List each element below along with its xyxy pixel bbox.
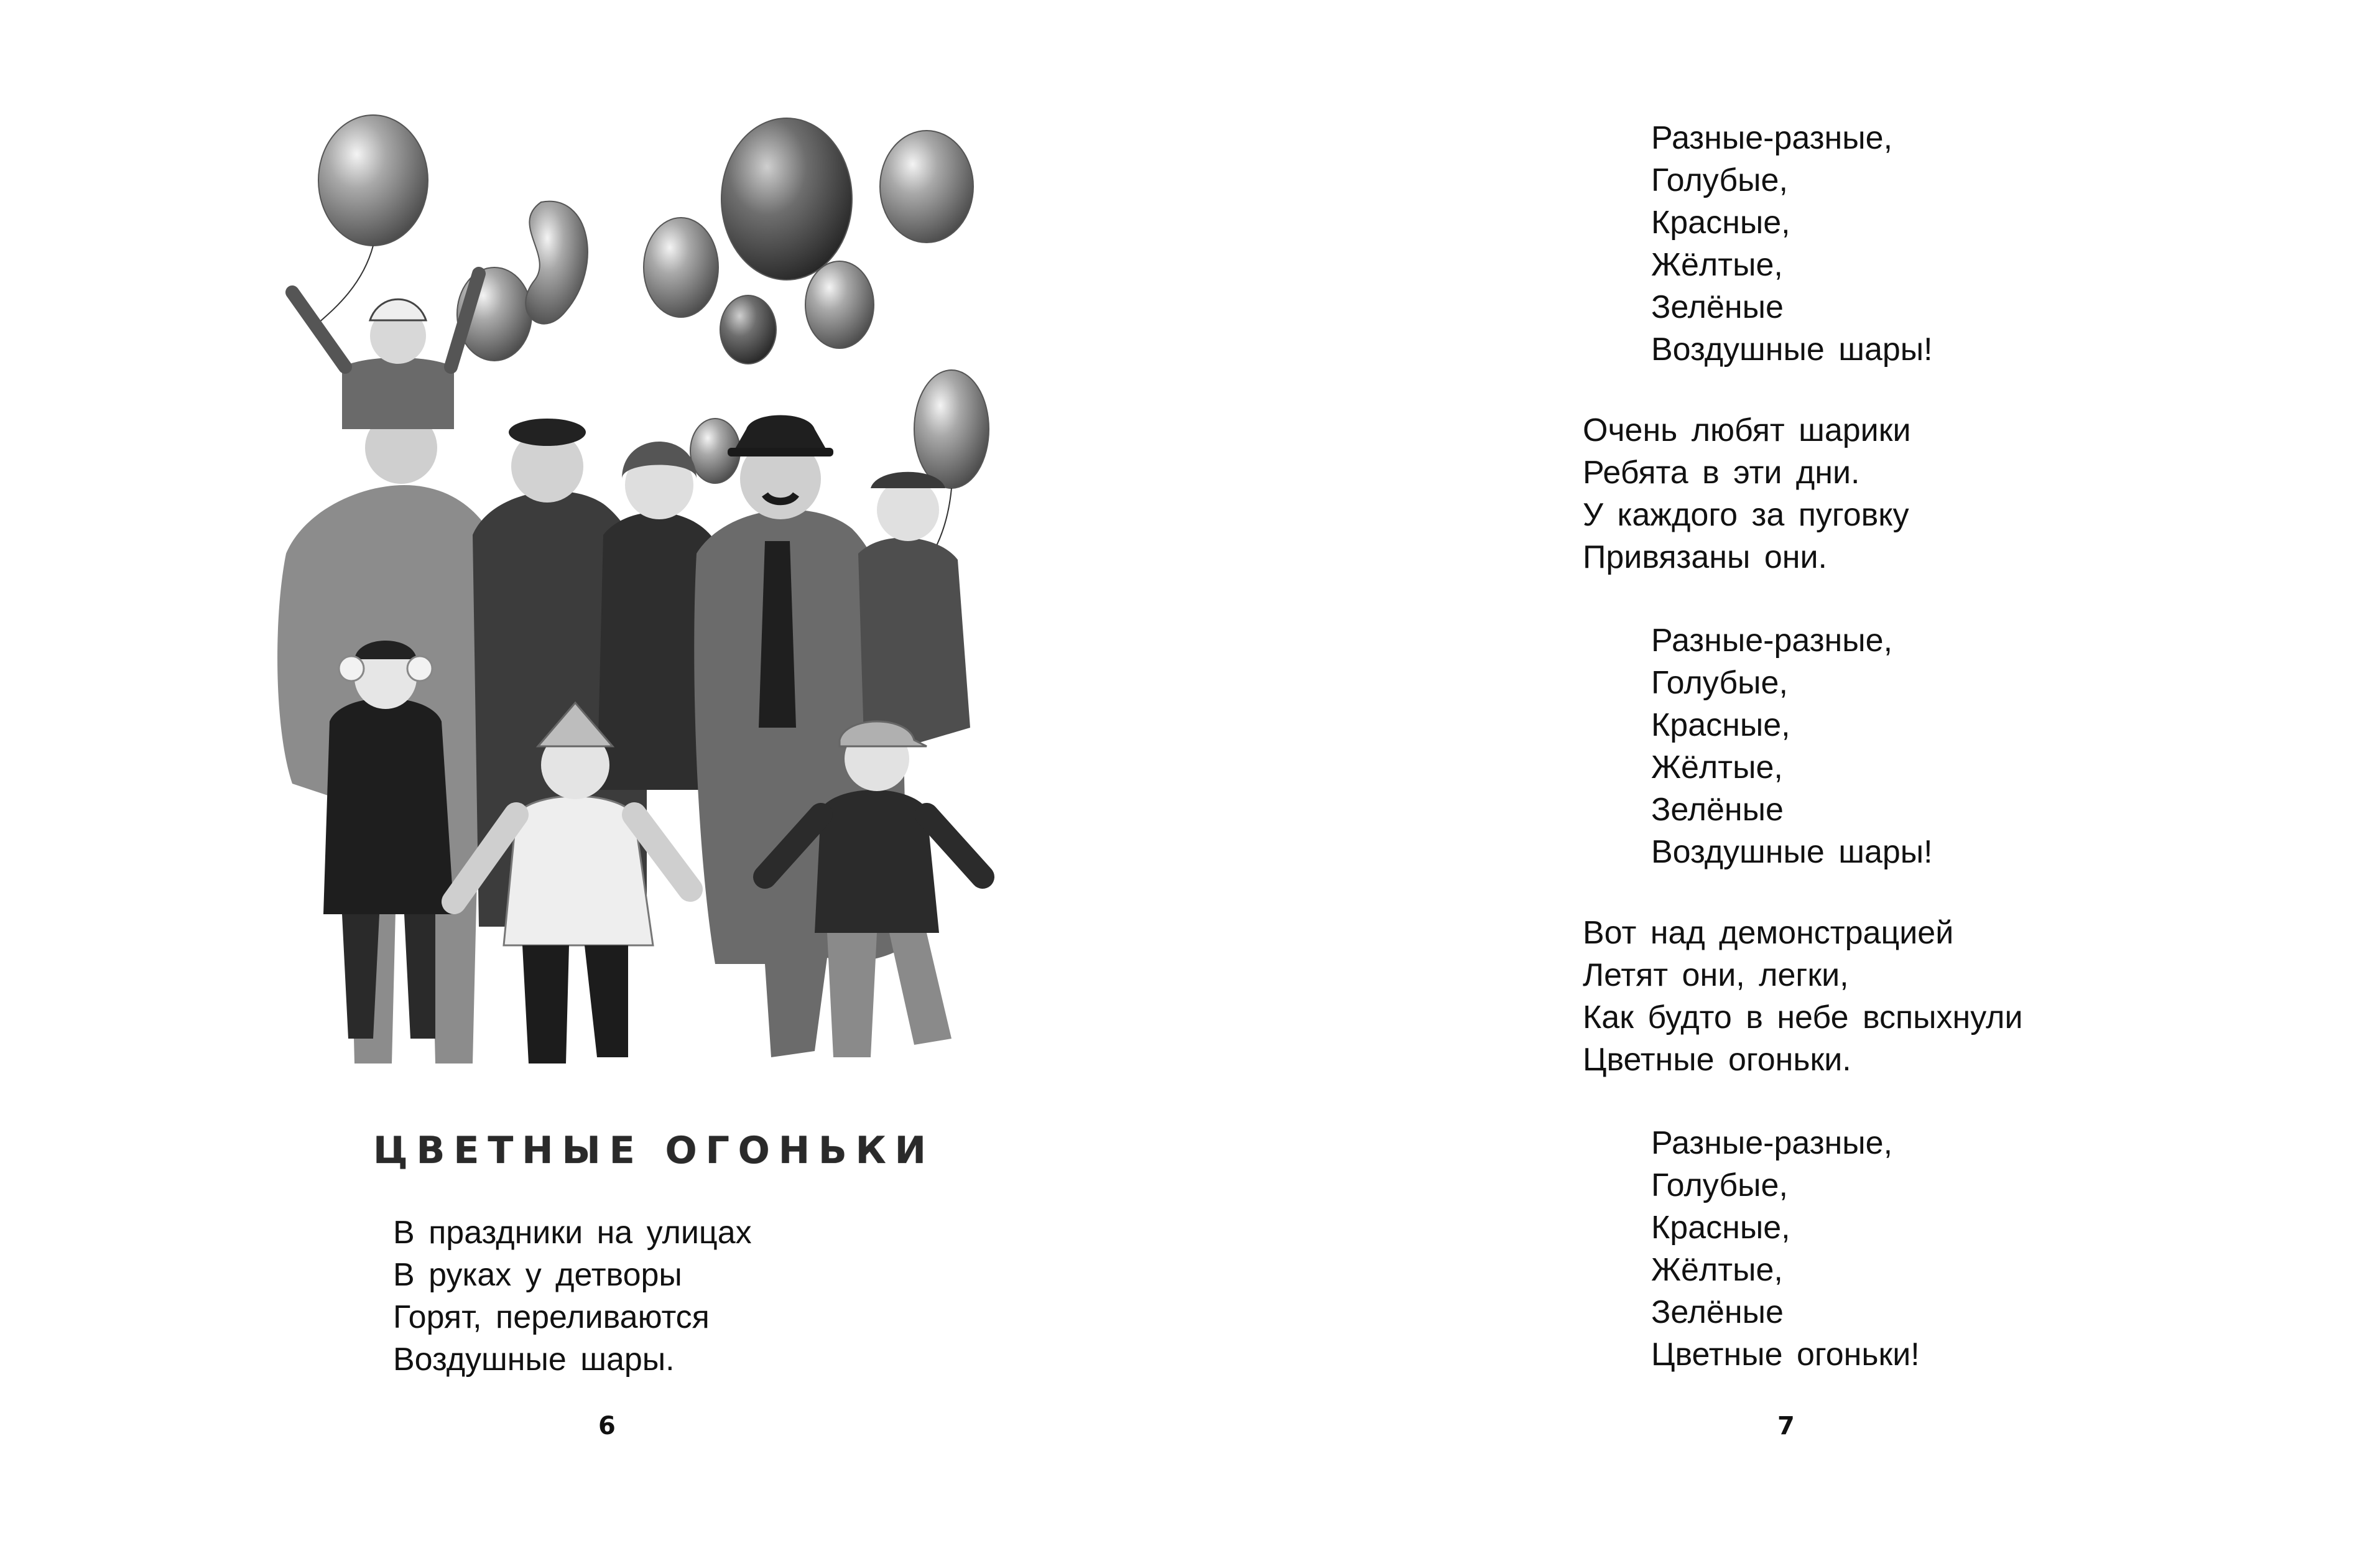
poem-title: ЦВЕТНЫЕ ОГОНЬКИ — [373, 1129, 935, 1172]
verse-line: Жёлтые, — [1651, 247, 1783, 283]
verse-line: Красные, — [1651, 707, 1790, 743]
verse-line: В руках у детворы — [393, 1257, 682, 1293]
verse-line: Голубые, — [1651, 1167, 1788, 1203]
stanza — [1583, 912, 2023, 1081]
verse-line: Разные-разные, — [1651, 623, 1893, 659]
verse-line: В праздники на улицах — [393, 1215, 752, 1251]
verse-line: Жёлтые, — [1651, 1252, 1783, 1288]
verse-line: Красные, — [1651, 205, 1790, 241]
verse-line: Привязаны они. — [1583, 539, 1827, 575]
verse-line: Красные, — [1651, 1210, 1790, 1246]
verse-line: Горят, переливаются — [393, 1299, 710, 1335]
verse-line: Воздушные шары. — [393, 1341, 675, 1378]
verse-line: Ребята в эти дни. — [1583, 455, 1860, 491]
verse-line: Разные-разные, — [1651, 1125, 1893, 1161]
verse-line: Вот над демонстрацией — [1583, 915, 1954, 951]
verse-line: Разные-разные, — [1651, 120, 1893, 156]
verse-line: Как будто в небе вспыхнули — [1583, 999, 2023, 1036]
verse-line: У каждого за пуговку — [1583, 497, 1909, 533]
illustration-image — [218, 106, 1032, 1076]
page-number-left: 6 — [598, 1412, 616, 1440]
verse-line: Цветные огоньки. — [1583, 1042, 1851, 1078]
verse-line: Голубые, — [1651, 162, 1788, 198]
verse-line: Воздушные шары! — [1651, 331, 1933, 368]
verse-line: Зелёные — [1651, 792, 1784, 828]
verse-line: Зелёные — [1651, 1294, 1784, 1330]
verse-line: Летят они, легки, — [1583, 957, 1849, 993]
page-number-right: 7 — [1777, 1412, 1795, 1440]
verse-line: Жёлтые, — [1651, 749, 1783, 785]
refrain-stanza — [1651, 619, 1933, 873]
stanza — [1583, 409, 1911, 578]
verse-line: Зелёные — [1651, 289, 1784, 325]
verse-line: Цветные огоньки! — [1651, 1337, 1920, 1373]
refrain-stanza — [1651, 1122, 1920, 1376]
refrain-stanza — [1651, 117, 1933, 371]
stanza — [393, 1212, 752, 1381]
verse-line: Голубые, — [1651, 665, 1788, 701]
verse-line: Воздушные шары! — [1651, 834, 1933, 870]
verse-line: Очень любят шарики — [1583, 412, 1911, 448]
